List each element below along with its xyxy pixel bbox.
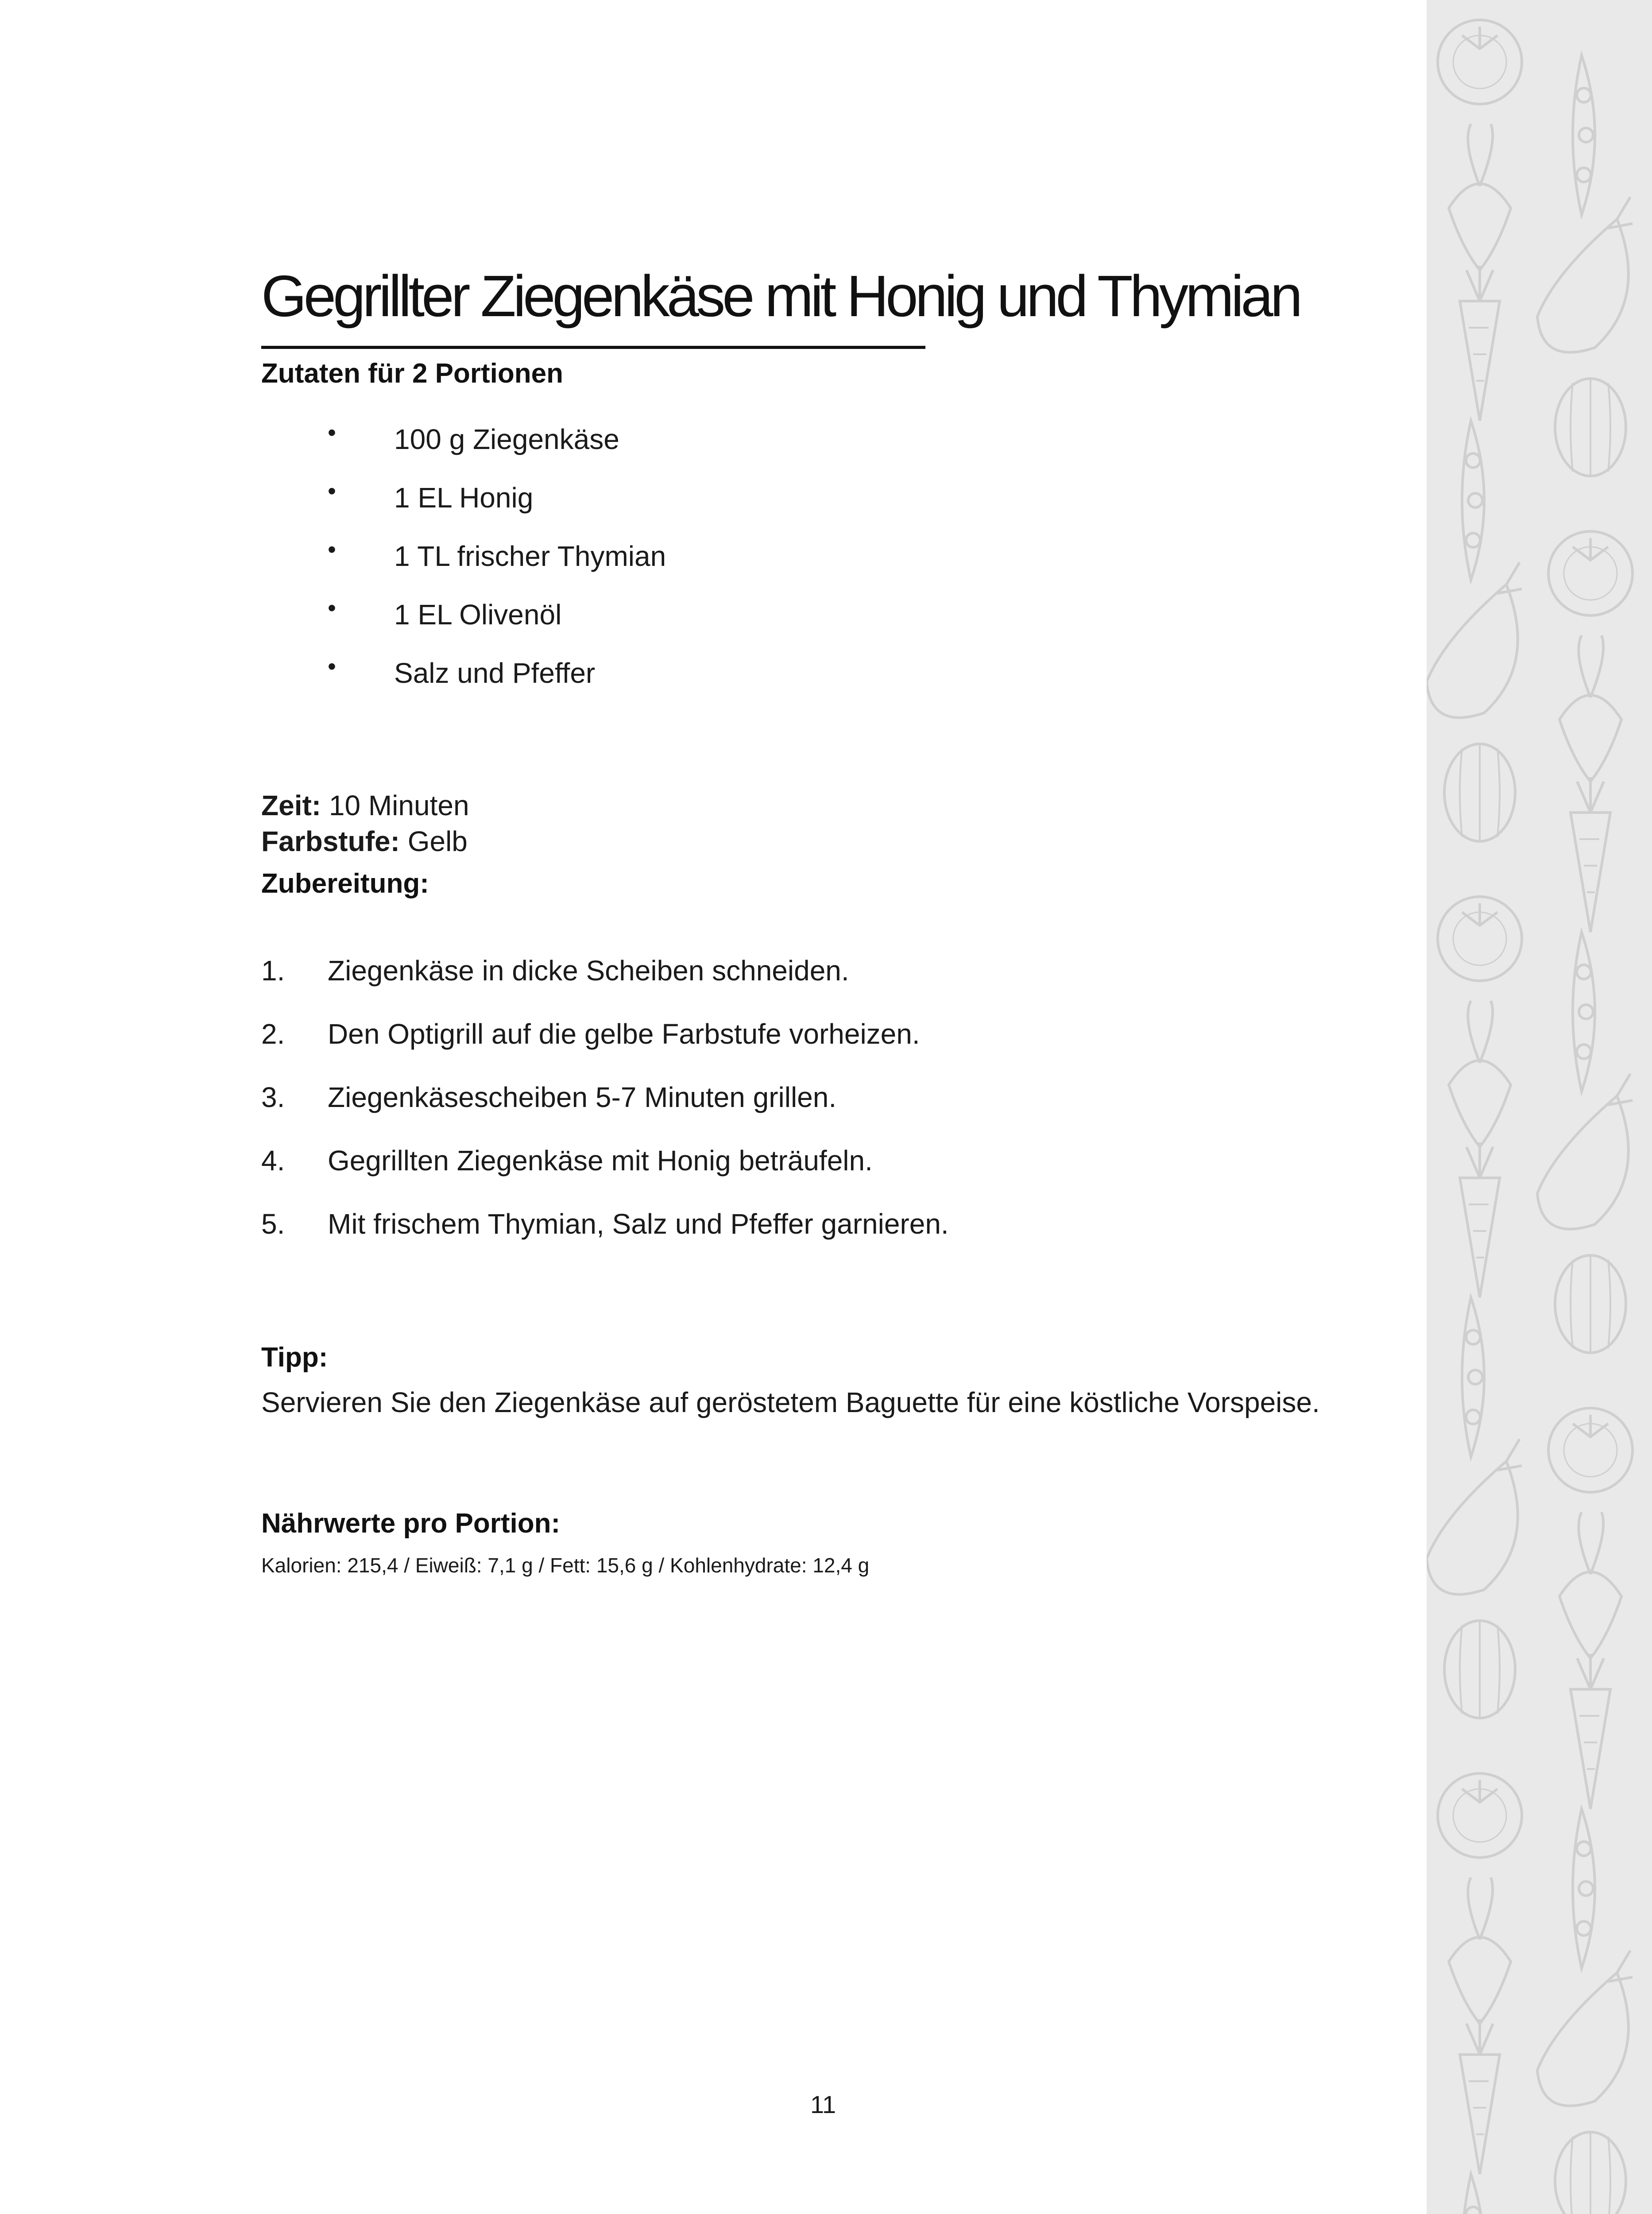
carrot-icon	[1460, 2019, 1500, 2174]
recipe-title: Gegrillter Ziegenkäse mit Honig und Thymian	[261, 263, 1300, 329]
carrot-icon	[1571, 1654, 1610, 1809]
tomato-icon	[1438, 897, 1522, 981]
color-level-label: Farbstufe:	[261, 825, 400, 857]
nutrition-heading: Nährwerte pro Portion:	[261, 1508, 561, 1539]
tomato-icon	[1438, 1773, 1522, 1858]
color-level-line	[261, 825, 468, 858]
step-number: 1.	[261, 955, 285, 987]
eggplant-icon	[1427, 1439, 1522, 1595]
onion-icon	[1555, 2132, 1626, 2214]
radish-icon	[1449, 1877, 1511, 2024]
pea-pod-icon	[1462, 421, 1484, 580]
eggplant-icon	[1427, 562, 1522, 718]
bullet-icon: •	[328, 595, 336, 621]
step-text: Ziegenkäse in dicke Scheiben schneiden.	[328, 955, 849, 987]
vegetable-pattern-strip	[1427, 0, 1652, 2214]
eggplant-icon	[1537, 1074, 1633, 1229]
time-label: Zeit:	[261, 790, 321, 821]
step-number: 3.	[261, 1081, 285, 1113]
pea-pod-icon	[1573, 55, 1595, 215]
onion-icon	[1555, 1255, 1626, 1353]
bullet-icon: •	[328, 536, 336, 563]
carrot-icon	[1460, 266, 1500, 421]
ingredient-text: 1 EL Olivenöl	[394, 599, 562, 631]
pea-pod-icon	[1573, 932, 1595, 1092]
radish-icon	[1449, 1001, 1511, 1147]
step-text: Ziegenkäsescheiben 5-7 Minuten grillen.	[328, 1081, 837, 1113]
step-number: 2.	[261, 1018, 285, 1050]
time-value: 10 Minuten	[329, 790, 469, 821]
tomato-icon	[1438, 20, 1522, 104]
pea-pod-icon	[1573, 1809, 1595, 1968]
preparation-heading: Zubereitung:	[261, 868, 429, 899]
ingredient-text: Salz und Pfeffer	[394, 657, 596, 689]
pea-pod-icon	[1462, 1297, 1484, 1457]
radish-icon	[1559, 635, 1621, 782]
onion-icon	[1444, 744, 1515, 841]
tomato-icon	[1548, 1408, 1633, 1492]
servings-heading: Zutaten für 2 Portionen	[261, 358, 563, 389]
radish-icon	[1559, 1512, 1621, 1658]
ingredient-text: 1 EL Honig	[394, 482, 534, 514]
carrot-icon	[1571, 777, 1610, 932]
color-level-value: Gelb	[407, 825, 468, 857]
eggplant-icon	[1537, 197, 1633, 352]
step-text: Mit frischem Thymian, Salz und Pfeffer garnieren.	[328, 1208, 949, 1240]
step-number: 4.	[261, 1145, 285, 1177]
ingredient-text: 1 TL frischer Thymian	[394, 540, 666, 572]
step-text: Den Optigrill auf die gelbe Farbstufe vorheizen.	[328, 1018, 920, 1050]
onion-icon	[1444, 1621, 1515, 1718]
vegetable-pattern	[1427, 0, 1652, 2214]
eggplant-icon	[1537, 1951, 1633, 2106]
radish-icon	[1449, 124, 1511, 270]
carrot-icon	[1460, 1142, 1500, 1297]
title-underline	[261, 346, 925, 349]
tip-heading: Tipp:	[261, 1342, 328, 1373]
pea-pod-icon	[1462, 2174, 1484, 2214]
nutrition-values: Kalorien: 215,4 / Eiweiß: 7,1 g / Fett: 15,6 g / Kohlenhydrate: 12,4 g	[261, 1554, 870, 1577]
bullet-icon: •	[328, 653, 336, 680]
ingredient-text: 100 g Ziegenkäse	[394, 423, 619, 455]
time-line	[261, 789, 469, 822]
tip-text: Servieren Sie den Ziegenkäse auf geröstetem Baguette für eine köstliche Vorspeise.	[261, 1386, 1320, 1418]
tomato-icon	[1548, 531, 1633, 615]
bullet-icon: •	[328, 478, 336, 504]
step-number: 5.	[261, 1208, 285, 1240]
page-number: 11	[810, 2090, 836, 2118]
step-text: Gegrillten Ziegenkäse mit Honig beträufeln.	[328, 1145, 873, 1177]
bullet-icon: •	[328, 419, 336, 446]
onion-icon	[1555, 379, 1626, 476]
